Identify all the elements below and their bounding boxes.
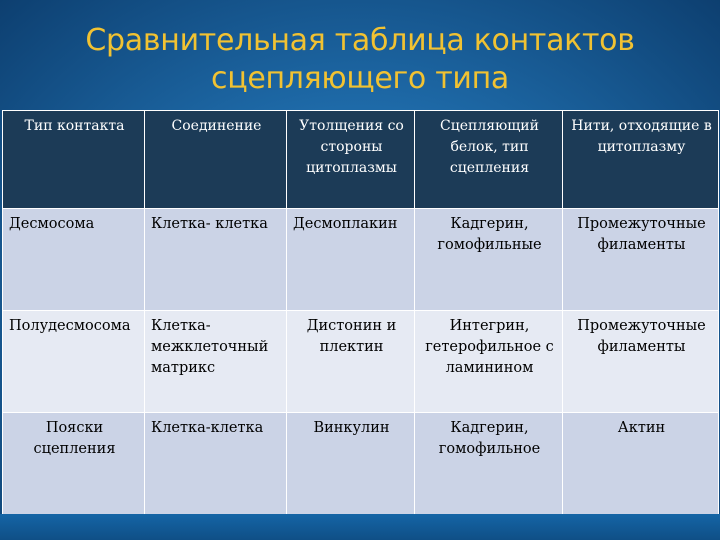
table-row bbox=[3, 413, 719, 515]
table-cell: Кадгерин, гомофильные bbox=[415, 209, 563, 311]
table-cell: Промежуточные филаменты bbox=[563, 209, 719, 311]
table-cell: Интегрин, гетерофильное с ламинином bbox=[415, 311, 563, 413]
table-cell: Дистонин и плектин bbox=[287, 311, 415, 413]
slide-title bbox=[0, 22, 720, 98]
table-cell: Кадгерин, гомофильное bbox=[415, 413, 563, 515]
comparison-table bbox=[2, 110, 718, 514]
header-cell-filaments: Нити, отходящие в цитоплазму bbox=[563, 111, 719, 209]
table-cell: Десмосома bbox=[3, 209, 145, 311]
table-cell: Пояски сцепления bbox=[3, 413, 145, 515]
slide-title-line-1: Сравнительная таблица контактов bbox=[85, 23, 635, 58]
table-cell: Клетка-клетка bbox=[145, 413, 287, 515]
header-cell-contact-type: Тип контакта bbox=[3, 111, 145, 209]
table-cell: Актин bbox=[563, 413, 719, 515]
table-cell: Клетка- межклеточный матрикс bbox=[145, 311, 287, 413]
table-cell: Десмоплакин bbox=[287, 209, 415, 311]
table-header-row bbox=[3, 111, 719, 209]
header-cell-adhesion-protein: Сцепляющий белок, тип сцепления bbox=[415, 111, 563, 209]
header-cell-connection: Соединение bbox=[145, 111, 287, 209]
table-row bbox=[3, 209, 719, 311]
table-cell: Полудесмосома bbox=[3, 311, 145, 413]
slide-title-line-2: сцепляющего типа bbox=[211, 61, 509, 96]
table-cell: Промежуточные филаменты bbox=[563, 311, 719, 413]
table-row bbox=[3, 311, 719, 413]
table-cell: Клетка- клетка bbox=[145, 209, 287, 311]
slide-footer-strip bbox=[0, 514, 720, 540]
table-cell: Винкулин bbox=[287, 413, 415, 515]
header-cell-thickening: Утолщения со стороны цитоплазмы bbox=[287, 111, 415, 209]
